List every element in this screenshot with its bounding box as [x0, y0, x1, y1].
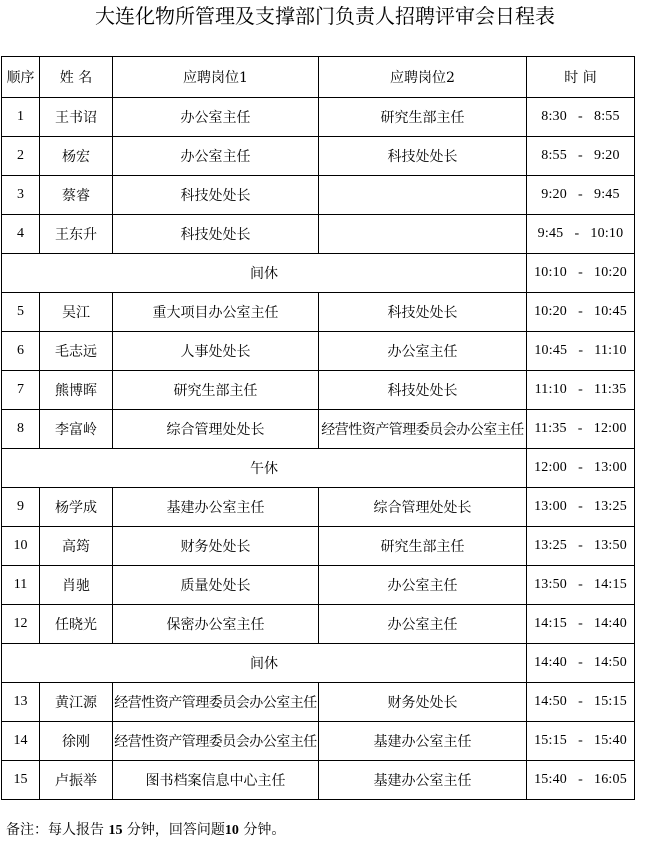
position-2-cell: 综合管理处处长 — [319, 488, 527, 527]
seq-cell: 1 — [2, 98, 40, 137]
name-cell: 任晓光 — [40, 605, 113, 644]
table-row — [2, 410, 635, 449]
time-cell: 14:15 - 14:40 — [527, 605, 635, 644]
table-row — [2, 176, 635, 215]
seq-cell: 6 — [2, 332, 40, 371]
position-1-cell: 财务处处长 — [113, 527, 319, 566]
position-2-cell: 经营性资产管理委员会办公室主任 — [319, 410, 527, 449]
note-suffix: 分钟。 — [238, 822, 286, 838]
seq-cell: 7 — [2, 371, 40, 410]
time-cell: 10:45 - 11:10 — [527, 332, 635, 371]
time-cell: 12:00 - 13:00 — [527, 449, 635, 488]
table-row — [2, 527, 635, 566]
break-label: 间休 — [2, 644, 527, 683]
time-cell: 14:50 - 15:15 — [527, 683, 635, 722]
seq-cell: 2 — [2, 137, 40, 176]
table-row — [2, 605, 635, 644]
table-row — [2, 722, 635, 761]
header-seq: 顺序 — [2, 57, 40, 98]
position-1-cell: 重大项目办公室主任 — [113, 293, 319, 332]
time-cell: 9:20 - 9:45 — [527, 176, 635, 215]
time-cell: 10:20 - 10:45 — [527, 293, 635, 332]
name-cell: 熊博晖 — [40, 371, 113, 410]
seq-cell: 4 — [2, 215, 40, 254]
seq-cell: 15 — [2, 761, 40, 800]
seq-cell: 9 — [2, 488, 40, 527]
seq-cell: 14 — [2, 722, 40, 761]
position-1-cell: 保密办公室主任 — [113, 605, 319, 644]
time-cell: 14:40 - 14:50 — [527, 644, 635, 683]
footnote — [6, 820, 285, 841]
header-row — [2, 57, 635, 98]
table-row — [2, 98, 635, 137]
position-2-cell: 科技处处长 — [319, 293, 527, 332]
position-1-cell: 科技处处长 — [113, 215, 319, 254]
table-row — [2, 293, 635, 332]
table-row — [2, 137, 635, 176]
position-1-cell: 经营性资产管理委员会办公室主任 — [113, 722, 319, 761]
break-row — [2, 254, 635, 293]
table-row — [2, 761, 635, 800]
position-2-cell — [319, 176, 527, 215]
name-cell: 徐刚 — [40, 722, 113, 761]
time-cell: 11:35 - 12:00 — [527, 410, 635, 449]
time-cell: 13:50 - 14:15 — [527, 566, 635, 605]
name-cell: 蔡睿 — [40, 176, 113, 215]
header-position-2: 应聘岗位2 — [319, 57, 527, 98]
break-label: 午休 — [2, 449, 527, 488]
header-name: 姓 名 — [40, 57, 113, 98]
position-2-cell: 科技处处长 — [319, 371, 527, 410]
position-2-cell: 基建办公室主任 — [319, 722, 527, 761]
position-1-cell: 办公室主任 — [113, 98, 319, 137]
position-1-cell: 科技处处长 — [113, 176, 319, 215]
note-middle: 分钟，回答问题 — [122, 822, 225, 838]
position-1-cell: 经营性资产管理委员会办公室主任 — [113, 683, 319, 722]
time-cell: 15:15 - 15:40 — [527, 722, 635, 761]
name-cell: 高筠 — [40, 527, 113, 566]
position-1-cell: 基建办公室主任 — [113, 488, 319, 527]
table-row — [2, 332, 635, 371]
table-row — [2, 566, 635, 605]
seq-cell: 11 — [2, 566, 40, 605]
time-cell: 13:25 - 13:50 — [527, 527, 635, 566]
seq-cell: 13 — [2, 683, 40, 722]
position-1-cell: 研究生部主任 — [113, 371, 319, 410]
time-cell: 15:40 - 16:05 — [527, 761, 635, 800]
seq-cell: 5 — [2, 293, 40, 332]
position-1-cell: 综合管理处处长 — [113, 410, 319, 449]
table-row — [2, 683, 635, 722]
time-cell: 11:10 - 11:35 — [527, 371, 635, 410]
table-row — [2, 371, 635, 410]
position-2-cell: 科技处处长 — [319, 137, 527, 176]
name-cell: 王书诏 — [40, 98, 113, 137]
name-cell: 卢振举 — [40, 761, 113, 800]
break-row — [2, 449, 635, 488]
note-answer-minutes: 10 — [224, 823, 239, 838]
position-2-cell: 财务处处长 — [319, 683, 527, 722]
position-2-cell: 研究生部主任 — [319, 98, 527, 137]
name-cell: 王东升 — [40, 215, 113, 254]
time-cell: 8:30 - 8:55 — [527, 98, 635, 137]
seq-cell: 12 — [2, 605, 40, 644]
name-cell: 杨宏 — [40, 137, 113, 176]
name-cell: 吴江 — [40, 293, 113, 332]
seq-cell: 3 — [2, 176, 40, 215]
seq-cell: 8 — [2, 410, 40, 449]
position-1-cell: 办公室主任 — [113, 137, 319, 176]
name-cell: 杨学成 — [40, 488, 113, 527]
name-cell: 黄江源 — [40, 683, 113, 722]
time-cell: 9:45 - 10:10 — [527, 215, 635, 254]
time-cell: 8:55 - 9:20 — [527, 137, 635, 176]
schedule-table — [1, 56, 635, 800]
position-2-cell: 办公室主任 — [319, 605, 527, 644]
seq-cell: 10 — [2, 527, 40, 566]
header-time: 时 间 — [527, 57, 635, 98]
position-2-cell: 研究生部主任 — [319, 527, 527, 566]
note-report-minutes: 15 — [108, 823, 123, 838]
position-2-cell: 办公室主任 — [319, 566, 527, 605]
header-position-1: 应聘岗位1 — [113, 57, 319, 98]
position-2-cell — [319, 215, 527, 254]
time-cell: 13:00 - 13:25 — [527, 488, 635, 527]
name-cell: 李富岭 — [40, 410, 113, 449]
position-1-cell: 质量处处长 — [113, 566, 319, 605]
time-cell: 10:10 - 10:20 — [527, 254, 635, 293]
break-row — [2, 644, 635, 683]
note-prefix: 备注：每人报告 — [6, 822, 109, 838]
name-cell: 毛志远 — [40, 332, 113, 371]
position-2-cell: 办公室主任 — [319, 332, 527, 371]
position-1-cell: 图书档案信息中心主任 — [113, 761, 319, 800]
position-1-cell: 人事处处长 — [113, 332, 319, 371]
break-label: 间休 — [2, 254, 527, 293]
position-2-cell: 基建办公室主任 — [319, 761, 527, 800]
name-cell: 肖驰 — [40, 566, 113, 605]
table-row — [2, 215, 635, 254]
page-title: 大连化物所管理及支撑部门负责人招聘评审会日程表 — [95, 4, 555, 28]
table-row — [2, 488, 635, 527]
